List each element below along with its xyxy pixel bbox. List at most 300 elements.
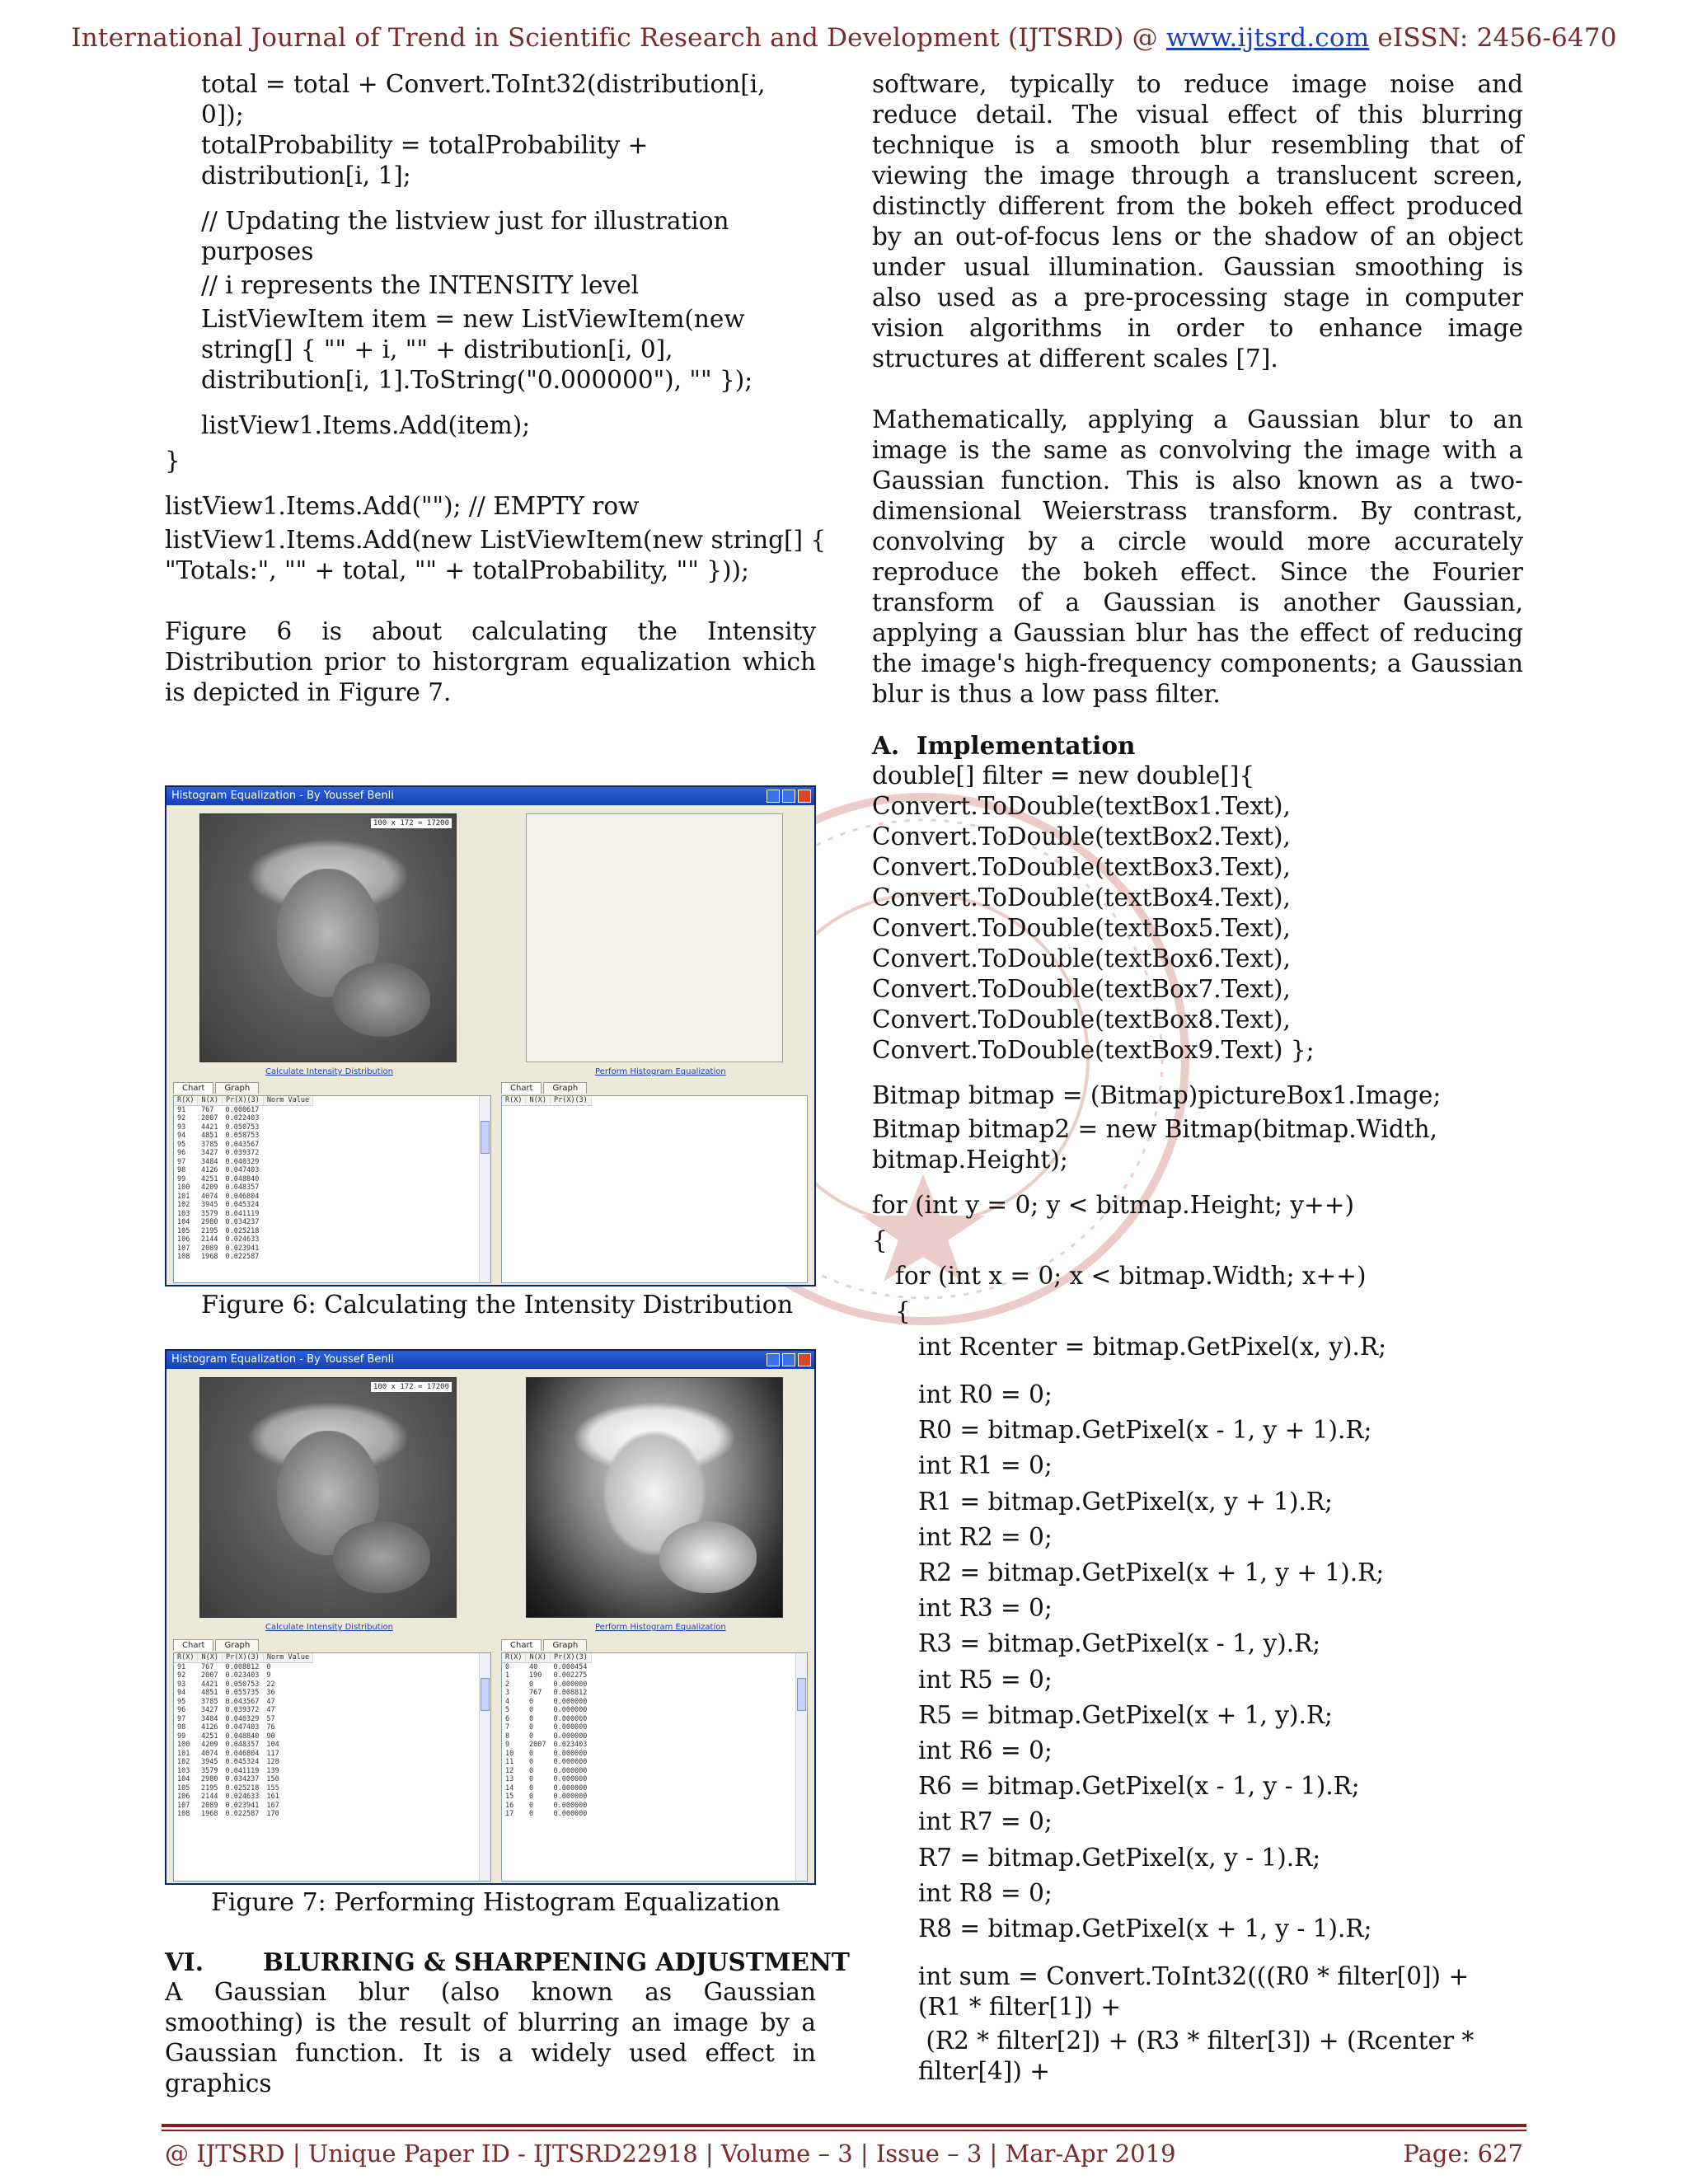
table-row[interactable] (174, 1767, 313, 1776)
table-row[interactable] (502, 1732, 591, 1741)
tab-chart[interactable]: Chart (173, 1082, 213, 1094)
equalized-table (502, 1653, 592, 1819)
tab-graph[interactable]: Graph (215, 1639, 259, 1651)
table-cell: 100 (177, 1741, 190, 1749)
window-titlebar: Histogram Equalization - By Youssef Benli (166, 787, 814, 805)
code-block-totals (165, 69, 816, 191)
tab-graph[interactable]: Graph (543, 1639, 587, 1651)
table-cell: 4 (505, 1697, 510, 1706)
table-cell: 0.023941 (225, 1801, 260, 1810)
right-column (872, 69, 1523, 2087)
tab-chart[interactable]: Chart (173, 1639, 213, 1651)
code-line: Bitmap bitmap = (Bitmap)pictureBox1.Image; (872, 1081, 1442, 1109)
footer-rule (162, 2130, 1526, 2131)
table-cell: 0.025218 (225, 1226, 260, 1235)
table-cell: 150 (266, 1775, 279, 1783)
right-tabs (501, 1082, 587, 1094)
code-line: R8 = bitmap.GetPixel(x + 1, y - 1).R; (918, 1915, 1372, 1943)
table-cell: 0.046804 (225, 1192, 260, 1201)
footer-citation: @ IJTSRD | Unique Paper ID - IJTSRD22918 | Volume – 3 | Issue – 3 | Mar-Apr 2019 (165, 2139, 1176, 2168)
table-cell: 0.000000 (553, 1749, 588, 1758)
table-cell: 93 (177, 1122, 186, 1132)
table-cell: 4209 (200, 1741, 218, 1749)
equalized-table (502, 1096, 592, 1106)
left-tabs (173, 1639, 259, 1651)
table-cell: 17 (505, 1810, 514, 1818)
table-cell: 7 (505, 1723, 510, 1732)
code-line-brace: { (895, 1297, 911, 1325)
code-line: (R1 * filter[1]) + (918, 1993, 1121, 2022)
table-cell: 0.048357 (225, 1741, 260, 1749)
figure6-screenshot (165, 785, 816, 1286)
table-cell: 12 (505, 1766, 514, 1775)
column-header[interactable]: Norm Value (263, 1096, 312, 1105)
section-number: VI. (165, 1947, 204, 1976)
table-cell: 3945 (200, 1758, 218, 1766)
subsection-heading (872, 730, 1523, 761)
table-row[interactable] (174, 1793, 313, 1802)
table-cell: 0.000617 (225, 1105, 260, 1114)
table-cell: 4421 (200, 1680, 218, 1689)
column-header[interactable]: Pr(X)(3) (222, 1653, 263, 1662)
table-cell: 104 (177, 1218, 190, 1226)
maximize-icon (782, 790, 795, 803)
left-intensity-listview[interactable] (173, 1652, 491, 1882)
table-cell: 0.002275 (553, 1671, 588, 1680)
table-cell: 98 (177, 1166, 186, 1174)
table-row[interactable] (174, 1689, 313, 1698)
table-row[interactable] (174, 1253, 313, 1262)
table-cell: 102 (177, 1201, 190, 1209)
running-footer (165, 2139, 1523, 2168)
maximize-icon (782, 1353, 795, 1366)
table-cell: 0.039372 (225, 1149, 260, 1157)
table-cell: 0 (528, 1706, 534, 1714)
code-block-bitmap (872, 1080, 1523, 1175)
table-row[interactable] (502, 1793, 591, 1802)
code-line: listView1.Items.Add(""); // EMPTY row (165, 492, 640, 520)
close-icon (798, 790, 811, 803)
table-row[interactable] (174, 1784, 313, 1793)
calculate-distribution-link[interactable]: Calculate Intensity Distribution (265, 1067, 393, 1076)
subsection-title: Implementation (916, 731, 1136, 760)
table-cell: 97 (177, 1157, 186, 1166)
column-header[interactable]: R(X) (174, 1096, 198, 1105)
section-vi (165, 1947, 850, 2099)
table-row[interactable] (502, 1723, 591, 1732)
paragraph-gaussian-software: software, typically to reduce image noise and reduce detail. The visual effect of this blurring technique is a smooth blur resembling that of viewing the image through a translucent screen, distinctly different from the bokeh effect produced by an out-of-focus lens or the shadow of an object under usual illumination. Gaussian smoothing is also used as a pre-processing stage in computer vision algorithms in order to enhance image structures at different scales [7]. (872, 70, 1523, 373)
code-line-rcenter: int Rcenter = bitmap.GetPixel(x, y).R; (918, 1333, 1387, 1361)
code-block-filter (872, 761, 1523, 1066)
column-header[interactable]: N(X) (526, 1653, 550, 1662)
table-row[interactable] (502, 1810, 591, 1819)
window-controls (767, 790, 811, 803)
table-row[interactable] (174, 1218, 313, 1227)
code-line: Convert.ToDouble(textBox8.Text), (872, 1005, 1291, 1033)
table-cell: 103 (177, 1766, 190, 1775)
table-cell: 0.008812 (225, 1662, 260, 1671)
table-row[interactable] (174, 1201, 313, 1210)
table-cell: 0.022587 (225, 1810, 260, 1818)
table-cell (263, 1253, 312, 1262)
figure7-caption: Figure 7: Performing Histogram Equalization (211, 1888, 781, 1917)
table-row[interactable] (174, 1105, 313, 1114)
table-row[interactable] (174, 1802, 313, 1811)
table-cell: 4209 (200, 1183, 218, 1192)
table-cell: 0.043567 (225, 1697, 260, 1706)
column-header[interactable]: N(X) (198, 1653, 222, 1662)
table-cell: 139 (266, 1766, 279, 1775)
code-line: R5 = bitmap.GetPixel(x + 1, y).R; (918, 1700, 1333, 1729)
column-header[interactable]: Pr(X)(3) (222, 1096, 263, 1105)
subsection-letter: A. (872, 731, 900, 760)
table-cell: 94 (177, 1689, 186, 1697)
table-cell (263, 1141, 312, 1150)
table-cell: 0 (528, 1680, 534, 1689)
table-cell: 170 (266, 1810, 279, 1818)
table-cell: 47 (266, 1706, 275, 1714)
table-cell: 9 (266, 1671, 271, 1680)
table-cell: 0.039372 (225, 1706, 260, 1714)
table-cell: 0.045324 (225, 1758, 260, 1766)
table-row[interactable] (174, 1732, 313, 1741)
table-cell: 92 (177, 1671, 186, 1680)
table-cell: 0.058753 (225, 1132, 260, 1140)
right-equalized-listview[interactable] (501, 1095, 808, 1283)
table-header-row (502, 1096, 591, 1105)
left-intensity-listview[interactable] (173, 1095, 491, 1283)
perform-equalization-link[interactable]: Perform Histogram Equalization (595, 1067, 726, 1076)
table-row[interactable] (174, 1183, 313, 1193)
table-cell (263, 1158, 312, 1167)
table-cell: 0.000000 (553, 1801, 588, 1810)
table-cell: 0.040329 (225, 1714, 260, 1723)
table-cell: 0.045324 (225, 1201, 260, 1209)
column-header[interactable]: Norm Value (263, 1653, 312, 1662)
table-row[interactable] (174, 1114, 313, 1123)
table-cell: 0.050753 (225, 1680, 260, 1689)
image-size-tag: 100 x 172 = 17200 (370, 818, 452, 829)
table-cell: 8 (505, 1732, 510, 1741)
tab-graph[interactable]: Graph (215, 1082, 259, 1094)
code-line: 0]); (201, 101, 244, 129)
vertical-scrollbar[interactable] (479, 1096, 490, 1282)
table-row[interactable] (174, 1166, 313, 1175)
table-row[interactable] (174, 1175, 313, 1184)
column-header[interactable]: N(X) (198, 1096, 222, 1105)
code-line: Convert.ToDouble(textBox3.Text), (872, 853, 1291, 881)
table-row[interactable] (174, 1158, 313, 1167)
table-row[interactable] (502, 1775, 591, 1784)
table-cell: 2195 (200, 1783, 218, 1793)
table-row[interactable] (502, 1758, 591, 1767)
code-block-sum (872, 1961, 1523, 2087)
tab-chart[interactable]: Chart (501, 1082, 542, 1094)
code-line-for-x: for (int x = 0; x < bitmap.Width; x++) (895, 1262, 1367, 1290)
column-header[interactable]: R(X) (174, 1653, 198, 1662)
table-row[interactable] (174, 1698, 313, 1707)
table-row[interactable] (174, 1775, 313, 1784)
table-cell: 0.000000 (553, 1706, 588, 1714)
table-cell: 4126 (200, 1166, 218, 1174)
table-cell: 0 (528, 1766, 534, 1775)
table-cell: 99 (177, 1174, 186, 1183)
table-cell: 107 (177, 1801, 190, 1810)
table-cell: 15 (505, 1793, 514, 1801)
table-cell (263, 1166, 312, 1175)
perform-equalization-link[interactable]: Perform Histogram Equalization (595, 1623, 726, 1632)
column-header[interactable]: Pr(X)(3) (550, 1096, 591, 1105)
table-cell: 0.000000 (553, 1680, 588, 1689)
table-cell: 167 (266, 1801, 279, 1810)
table-cell: 96 (177, 1706, 186, 1714)
table-cell: 0.000000 (553, 1732, 588, 1741)
table-cell: 104 (177, 1775, 190, 1783)
table-row[interactable] (174, 1758, 313, 1767)
table-row[interactable] (174, 1662, 313, 1671)
table-cell: 0.041119 (225, 1209, 260, 1218)
code-line: (R2 * filter[2]) + (R3 * filter[3]) + (Rcenter * (918, 2027, 1475, 2055)
table-cell: 95 (177, 1140, 186, 1149)
table-row[interactable] (174, 1741, 313, 1750)
table-row[interactable] (174, 1715, 313, 1724)
table-row[interactable] (502, 1741, 591, 1750)
table-cell: 0 (528, 1714, 534, 1723)
table-row[interactable] (502, 1671, 591, 1680)
paragraph-gaussian-intro: A Gaussian blur (also known as Gaussian smoothing) is the result of blurring an image by a Gaussian function. It is a widely used effect in graphics (165, 1978, 816, 2097)
table-cell: 0.023941 (225, 1244, 260, 1253)
table-row[interactable] (502, 1698, 591, 1707)
section-title: BLURRING & SHARPENING ADJUSTMENT (262, 1947, 850, 1976)
table-cell: 0.025218 (225, 1783, 260, 1793)
close-icon (798, 1353, 811, 1366)
table-cell: 6 (505, 1714, 510, 1723)
table-cell (263, 1235, 312, 1244)
table-row[interactable] (502, 1662, 591, 1671)
paragraph-figure6-intro: Figure 6 is about calculating the Intensity Distribution prior to historgram equalization which is depicted in Figure 7. (165, 617, 816, 706)
table-row[interactable] (502, 1784, 591, 1793)
table-cell: 3945 (200, 1201, 218, 1209)
table-cell: 0.024633 (225, 1235, 260, 1244)
table-cell: 190 (528, 1671, 542, 1680)
intensity-table (174, 1653, 313, 1819)
code-line: totalProbability = totalProbability + (201, 131, 649, 159)
table-cell: 96 (177, 1149, 186, 1157)
table-row[interactable] (174, 1671, 313, 1680)
table-cell: 4421 (200, 1122, 218, 1132)
table-cell: 16 (505, 1801, 514, 1810)
table-cell: 105 (177, 1783, 190, 1793)
table-row[interactable] (174, 1810, 313, 1819)
code-line: filter[4]) + (918, 2057, 1050, 2086)
running-header (0, 23, 1688, 53)
table-cell: 0.000454 (553, 1662, 588, 1671)
table-row[interactable] (174, 1244, 313, 1254)
code-line: // i represents the INTENSITY level (201, 271, 640, 299)
table-cell: 3427 (200, 1149, 218, 1157)
code-line: int R0 = 0; (918, 1380, 1053, 1408)
header-url-link[interactable]: www.ijtsrd.com (1165, 23, 1370, 53)
table-cell: 106 (177, 1235, 190, 1244)
table-cell: 10 (505, 1749, 514, 1758)
table-cell: 105 (177, 1226, 190, 1235)
column-header[interactable]: R(X) (502, 1653, 526, 1662)
table-cell: 102 (177, 1758, 190, 1766)
table-cell (263, 1175, 312, 1184)
table-cell: 0.043567 (225, 1140, 260, 1149)
table-cell: 767 (200, 1105, 214, 1114)
table-cell: 1968 (200, 1810, 218, 1818)
table-cell: 9 (505, 1741, 510, 1749)
table-cell: 0.022587 (225, 1253, 260, 1261)
table-cell: 3 (505, 1689, 510, 1697)
table-cell: 0 (528, 1775, 534, 1783)
right-tabs (501, 1639, 587, 1651)
table-cell (263, 1218, 312, 1227)
table-cell (263, 1227, 312, 1236)
header-prefix: International Journal of Trend in Scientific Research and Development (IJTSRD) @ (71, 23, 1166, 53)
table-row[interactable] (174, 1235, 313, 1244)
table-cell: 95 (177, 1697, 186, 1706)
table-cell: 100 (177, 1183, 190, 1192)
code-line: // Updating the listview just for illustration (201, 207, 729, 235)
table-cell: 0.024633 (225, 1793, 260, 1801)
table-cell: 0.050753 (225, 1122, 260, 1132)
table-cell (263, 1132, 312, 1141)
table-row[interactable] (174, 1123, 313, 1132)
table-cell: 0 (528, 1801, 534, 1810)
table-cell: 0.046804 (225, 1749, 260, 1758)
table-row[interactable] (502, 1750, 591, 1759)
table-cell: 0.047403 (225, 1723, 260, 1732)
code-line: Convert.ToDouble(textBox7.Text), (872, 975, 1291, 1003)
code-line: "Totals:", "" + total, "" + totalProbability, "" })); (165, 556, 749, 584)
table-row[interactable] (502, 1706, 591, 1715)
table-row[interactable] (174, 1193, 313, 1202)
table-cell: 0.000000 (553, 1697, 588, 1706)
code-line: int R5 = 0; (918, 1665, 1053, 1694)
code-line: distribution[i, 1]; (201, 162, 411, 190)
code-line: int R1 = 0; (918, 1451, 1053, 1480)
table-cell: 0 (528, 1732, 534, 1741)
calculate-distribution-link[interactable]: Calculate Intensity Distribution (265, 1623, 393, 1632)
table-cell: 2144 (200, 1793, 218, 1801)
table-cell: 94 (177, 1132, 186, 1140)
table-cell: 1 (505, 1671, 510, 1680)
code-line: total = total + Convert.ToInt32(distribution[i, (201, 70, 766, 98)
table-cell: 0 (528, 1758, 534, 1766)
code-line: Convert.ToDouble(textBox1.Text), (872, 792, 1291, 820)
table-cell: 91 (177, 1662, 186, 1671)
code-line: R3 = bitmap.GetPixel(x - 1, y).R; (918, 1629, 1321, 1658)
code-line: int R6 = 0; (918, 1736, 1053, 1765)
table-row[interactable] (174, 1750, 313, 1759)
table-cell: 3484 (200, 1157, 218, 1166)
table-row[interactable] (174, 1149, 313, 1158)
table-row[interactable] (174, 1132, 313, 1141)
table-cell: 0.000000 (553, 1810, 588, 1818)
table-cell (263, 1183, 312, 1193)
table-cell: 117 (266, 1749, 279, 1758)
table-cell: 2144 (200, 1235, 218, 1244)
table-cell: 11 (505, 1758, 514, 1766)
table-cell: 0 (528, 1810, 534, 1818)
table-cell: 92 (177, 1114, 186, 1122)
table-cell: 0 (528, 1697, 534, 1706)
table-cell: 0 (528, 1793, 534, 1801)
table-cell: 3579 (200, 1209, 218, 1218)
tab-graph[interactable]: Graph (543, 1082, 587, 1094)
table-row[interactable] (174, 1210, 313, 1219)
table-row[interactable] (174, 1141, 313, 1150)
minimize-icon (767, 790, 780, 803)
code-line: R0 = bitmap.GetPixel(x - 1, y + 1).R; (918, 1416, 1372, 1445)
table-cell: 4074 (200, 1192, 218, 1201)
table-cell: 108 (177, 1810, 190, 1818)
vertical-scrollbar[interactable] (795, 1653, 807, 1881)
table-cell: 0.000000 (553, 1723, 588, 1732)
table-cell: 767 (528, 1689, 542, 1697)
table-cell: 3427 (200, 1706, 218, 1714)
table-cell: 4126 (200, 1723, 218, 1732)
table-row[interactable] (502, 1680, 591, 1690)
code-line: double[] filter = new double[]{ (872, 762, 1255, 790)
code-line: bitmap.Height); (872, 1146, 1068, 1174)
code-line: int R7 = 0; (918, 1807, 1053, 1836)
table-cell (263, 1114, 312, 1123)
right-equalized-listview[interactable] (501, 1652, 808, 1882)
table-row[interactable] (174, 1680, 313, 1690)
table-row[interactable] (174, 1723, 313, 1732)
table-row[interactable] (502, 1802, 591, 1811)
image-size-tag: 100 x 172 = 17200 (370, 1381, 452, 1393)
table-header-row (174, 1653, 313, 1662)
column-header[interactable]: Pr(X)(3) (550, 1653, 591, 1662)
table-row[interactable] (502, 1689, 591, 1698)
table-row[interactable] (502, 1715, 591, 1724)
table-header-row (174, 1096, 313, 1105)
table-cell: 57 (266, 1714, 275, 1723)
table-cell: 0.008812 (553, 1689, 588, 1697)
column-header[interactable]: R(X) (502, 1096, 526, 1105)
table-cell: 106 (177, 1793, 190, 1801)
table-cell: 2007 (528, 1741, 546, 1749)
equalized-image-panel-empty (526, 813, 783, 1062)
vertical-scrollbar[interactable] (479, 1653, 490, 1881)
table-cell: 36 (266, 1689, 275, 1697)
table-cell: 0 (528, 1723, 534, 1732)
table-cell: 0.000000 (553, 1793, 588, 1801)
table-cell: 13 (505, 1775, 514, 1783)
table-row[interactable] (174, 1706, 313, 1715)
table-row[interactable] (174, 1227, 313, 1236)
code-block-pixels (872, 1377, 1523, 1947)
code-line: purposes (201, 237, 314, 265)
table-cell: 108 (177, 1253, 190, 1261)
tab-chart[interactable]: Chart (501, 1639, 542, 1651)
table-cell: 3785 (200, 1697, 218, 1706)
page-number: Page: 627 (1403, 2139, 1523, 2168)
table-cell: 0.047403 (225, 1166, 260, 1174)
table-row[interactable] (502, 1767, 591, 1776)
figure7-screenshot (165, 1349, 816, 1885)
table-cell: 0.000000 (553, 1783, 588, 1793)
table-cell: 103 (177, 1209, 190, 1218)
code-line: int sum = Convert.ToInt32(((R0 * filter[0]) + (918, 1962, 1470, 1991)
code-line: ListViewItem item = new ListViewItem(new (201, 305, 745, 333)
code-block-listview (165, 206, 816, 396)
column-header[interactable]: N(X) (526, 1096, 550, 1105)
